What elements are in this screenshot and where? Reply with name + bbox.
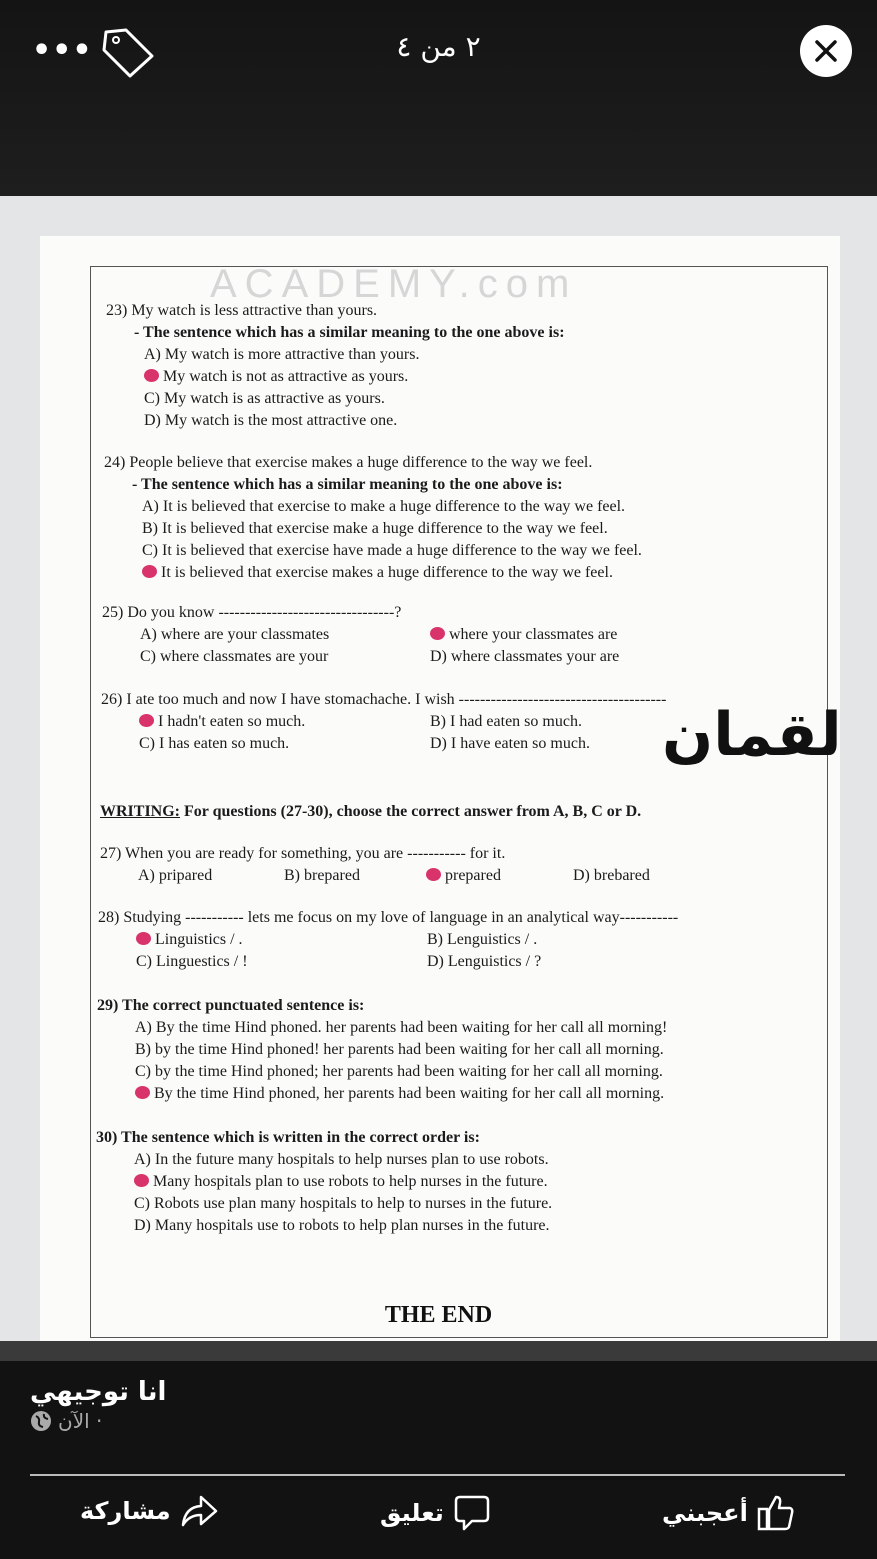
- option-text: I had eaten so much.: [450, 713, 582, 730]
- ellipsis-icon[interactable]: •••: [32, 33, 93, 68]
- option-text: My watch is more attractive than yours.: [164, 346, 420, 363]
- option-text: Robots use plan many hospitals to help to nurses in the future.: [154, 1195, 553, 1212]
- answer-option: [138, 865, 212, 887]
- option-text: where your classmates are: [449, 626, 618, 643]
- like-button[interactable]: [662, 1493, 796, 1533]
- option-text: Many hospitals plan to use robots to help nurses in the future.: [153, 1173, 548, 1190]
- question-stem: 30) The sentence which is written in the correct order is:: [96, 1129, 480, 1146]
- watermark: ACADEMY.com: [210, 262, 578, 306]
- answer-option: [140, 646, 328, 668]
- answer-option-selected: [426, 865, 501, 887]
- close-icon: [814, 39, 838, 63]
- option-letter: D): [144, 412, 161, 429]
- answer-option: [427, 929, 537, 951]
- option-text: My watch is not as attractive as yours.: [163, 368, 409, 385]
- option-letter: A): [138, 867, 155, 884]
- comment-button[interactable]: [380, 1493, 492, 1533]
- option-letter: A): [140, 626, 157, 643]
- option-text: by the time Hind phoned; her parents had been waiting for her call all morning.: [155, 1063, 663, 1080]
- option-letter: C): [144, 390, 160, 407]
- option-letter: D): [427, 953, 444, 970]
- answer-option: [284, 865, 360, 887]
- option-text: I have eaten so much.: [450, 735, 590, 752]
- question-prompt: - The sentence which has a similar meaning to the one above is:: [132, 476, 563, 493]
- answer-option: [134, 1215, 550, 1237]
- option-letter: B): [142, 520, 158, 537]
- question-stem: 23) My watch is less attractive than yours.: [106, 302, 378, 319]
- answer-option: [144, 388, 385, 410]
- close-button[interactable]: [800, 25, 852, 77]
- like-label: أعجبني: [662, 1499, 748, 1527]
- question-stem: 24) People believe that exercise makes a huge difference to the way we feel.: [104, 454, 593, 471]
- answer-option-selected: [135, 1083, 664, 1105]
- option-letter: B): [284, 867, 300, 884]
- answer-option: [573, 865, 650, 887]
- option-letter: B): [427, 931, 443, 948]
- question-stem: 25) Do you know ---------------------------------?: [102, 604, 402, 621]
- answer-option: [427, 951, 541, 973]
- option-letter: C): [135, 1063, 151, 1080]
- option-text: By the time Hind phoned. her parents had been waiting for her call all morning!: [155, 1019, 668, 1036]
- answer-option: [139, 733, 289, 755]
- answer-option: [134, 1149, 549, 1171]
- answer-option-selected: [142, 562, 613, 584]
- option-text: In the future many hospitals to help nurses plan to use robots.: [154, 1151, 549, 1168]
- option-text: Linguestics / !: [156, 953, 248, 970]
- option-text: My watch is the most attractive one.: [164, 412, 398, 429]
- option-letter: A): [142, 498, 159, 515]
- post-footer: [0, 1341, 877, 1559]
- answer-option: [430, 646, 619, 668]
- answer-mark: [139, 714, 154, 727]
- question-prompt: - The sentence which has a similar meaning to the one above is:: [134, 324, 565, 341]
- writing-instruction: For questions (27-30), choose the correct answer from A, B, C or D.: [184, 803, 642, 820]
- answer-mark: [430, 627, 445, 640]
- viewer-header: [0, 0, 877, 196]
- answer-mark: [134, 1174, 149, 1187]
- comment-icon: [452, 1493, 492, 1533]
- question-stem: 28) Studying ----------- lets me focus on my love of language in an analytical way-----------: [98, 909, 679, 926]
- option-text: It is believed that exercise have made a huge difference to the way we feel.: [162, 542, 642, 559]
- option-letter: B): [135, 1041, 151, 1058]
- option-text: where classmates your are: [450, 648, 620, 665]
- thumbs-up-icon: [756, 1493, 796, 1533]
- share-icon: [179, 1493, 219, 1529]
- answer-mark: [426, 868, 441, 881]
- answer-option-selected: [144, 366, 408, 388]
- stamp-logo: لقمان: [662, 700, 842, 770]
- post-time: الآن ·: [58, 1409, 103, 1433]
- option-text: where classmates are your: [160, 648, 329, 665]
- answer-option: [142, 518, 608, 540]
- option-text: prepared: [445, 867, 501, 884]
- answer-option-selected: [134, 1171, 548, 1193]
- post-meta: [30, 1409, 102, 1433]
- comment-label: تعليق: [380, 1499, 444, 1527]
- option-letter: A): [144, 346, 161, 363]
- option-text: It is believed that exercise makes a huge difference to the way we feel.: [161, 564, 613, 581]
- option-letter: C): [136, 953, 152, 970]
- answer-option: [136, 951, 248, 973]
- option-letter: C): [140, 648, 156, 665]
- answer-option: [135, 1061, 663, 1083]
- option-text: pripared: [158, 867, 213, 884]
- option-letter: D): [573, 867, 590, 884]
- answer-option: [140, 624, 329, 646]
- option-letter: D): [430, 648, 447, 665]
- answer-option: [142, 540, 642, 562]
- option-text: brebared: [593, 867, 650, 884]
- option-text: My watch is as attractive as yours.: [164, 390, 385, 407]
- option-text: Many hospitals use to robots to help plan nurses in the future.: [154, 1217, 550, 1234]
- option-text: It is believed that exercise make a huge difference to the way we feel.: [162, 520, 608, 537]
- question-stem: 27) When you are ready for something, you are ----------- for it.: [100, 845, 506, 862]
- answer-option: [144, 344, 419, 366]
- option-letter: A): [135, 1019, 152, 1036]
- answer-option: [430, 711, 582, 733]
- answer-mark: [142, 565, 157, 578]
- option-text: where are your classmates: [160, 626, 330, 643]
- photo-counter: ٢ من ٤: [396, 30, 481, 63]
- option-letter: D): [134, 1217, 151, 1234]
- answer-option: [142, 496, 625, 518]
- option-text: Lenguistics / ?: [447, 953, 542, 970]
- question-stem: 29) The correct punctuated sentence is:: [97, 997, 365, 1014]
- answer-option-selected: [430, 624, 617, 646]
- question-stem: 26) I ate too much and now I have stomachache. I wish ---------------------------------------: [101, 691, 667, 708]
- option-text: by the time Hind phoned! her parents had been waiting for her call all morning.: [155, 1041, 664, 1058]
- writing-section-heading: [100, 801, 641, 823]
- option-letter: C): [142, 542, 158, 559]
- the-end: THE END: [384, 1302, 493, 1328]
- option-text: brepared: [304, 867, 360, 884]
- option-text: I has eaten so much.: [159, 735, 290, 752]
- answer-option: [144, 410, 397, 432]
- answer-option: [430, 733, 590, 755]
- answer-option-selected: [139, 711, 305, 733]
- option-letter: B): [430, 713, 446, 730]
- option-text: It is believed that exercise to make a huge difference to the way we feel.: [162, 498, 626, 515]
- option-letter: D): [430, 735, 447, 752]
- answer-mark: [144, 369, 159, 382]
- share-button[interactable]: [80, 1493, 219, 1529]
- share-label: مشاركة: [80, 1497, 171, 1525]
- option-letter: C): [139, 735, 155, 752]
- option-text: Linguistics / .: [155, 931, 243, 948]
- option-text: By the time Hind phoned, her parents had been waiting for her call all morning.: [154, 1085, 665, 1102]
- answer-mark: [135, 1086, 150, 1099]
- option-letter: C): [134, 1195, 150, 1212]
- answer-option: [135, 1039, 664, 1061]
- answer-option-selected: [136, 929, 243, 951]
- globe-icon: [30, 1410, 52, 1432]
- writing-label: WRITING:: [100, 803, 181, 820]
- divider: [30, 1474, 845, 1476]
- option-text: I hadn't eaten so much.: [158, 713, 306, 730]
- option-text: Lenguistics / .: [447, 931, 538, 948]
- answer-option: [135, 1017, 667, 1039]
- option-letter: A): [134, 1151, 151, 1168]
- answer-mark: [136, 932, 151, 945]
- answer-option: [134, 1193, 552, 1215]
- page-name[interactable]: انا توجيهي: [30, 1377, 167, 1407]
